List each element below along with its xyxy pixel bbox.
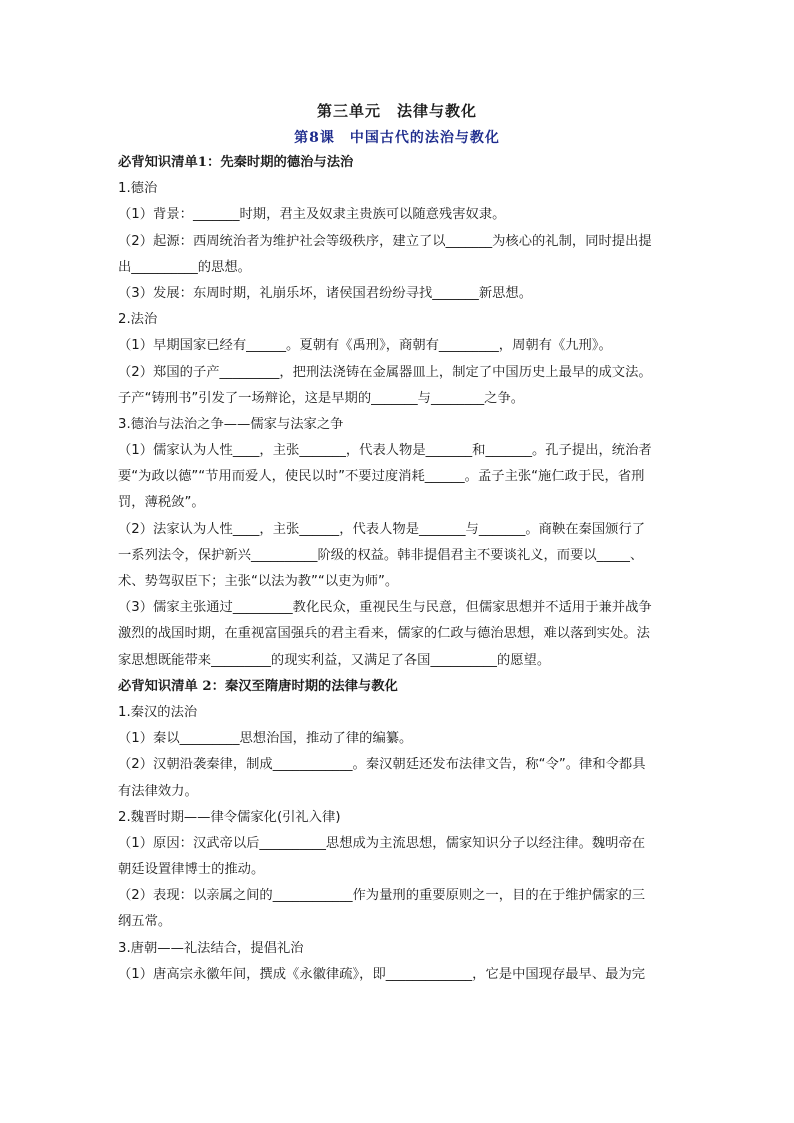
text-line: （2）法家认为人性____，主张______，代表人物是_______与_______。商鞅在秦国颁行了 <box>118 521 646 537</box>
unit-title: 第三单元 法律与教化 <box>316 102 477 120</box>
text-line: 术、势驾驭臣下；主张“以法为教”“以吏为师”。 <box>118 574 399 589</box>
text-line: 出__________的思想。 <box>118 259 251 275</box>
text-line: （2）表现：以亲属之间的____________作为量刑的重要原则之一，目的在于维护儒家的三 <box>118 888 646 904</box>
subsection-title: 3.唐朝——礼法结合，提倡礼治 <box>118 940 304 956</box>
text-line: （1）背景：_______时期，君主及奴隶主贵族可以随意残害奴隶。 <box>118 207 506 223</box>
text-line: （3）儒家主张通过_________教化民众，重视民生与民意，但儒家思想并不适用于兼并战争 <box>118 600 652 616</box>
subsection-title: 2.法治 <box>118 312 158 328</box>
section-heading: 必背知识清单1：先秦时期的德治与法治 <box>118 155 354 170</box>
document-body <box>118 150 684 988</box>
text-line: （2）汉朝沿袭秦律，制成____________。秦汉朝廷还发布法律文告，称“令”。律和令都具 <box>118 757 646 773</box>
section-heading: 必背知识清单 2：秦汉至隋唐时期的法律与教化 <box>118 678 398 694</box>
text-line: 激烈的战国时期，在重视富国强兵的君主看来，儒家的仁政与德治思想，难以落到实处。法 <box>118 626 650 642</box>
text-line: 朝廷设置律博士的推动。 <box>118 862 265 878</box>
text-line: 一系列法令，保护新兴__________阶级的权益。韩非提倡君主不要谈礼义，而要以_____、 <box>118 547 644 563</box>
subsection-title: 2.魏晋时期——律令儒家化(引礼入律) <box>118 809 341 825</box>
text-line: （2）起源：西周统治者为维护社会等级秩序，建立了以_______为核心的礼制，同时提出提 <box>118 233 652 249</box>
text-line: 要“为政以德”“节用而爱人，使民以时”不要过度消耗______。孟子主张“施仁政于民，省刑 <box>118 469 645 485</box>
text-line: （1）唐高宗永徽年间，撰成《永徽律疏》，即_____________，它是中国现存最早、最为完 <box>118 966 646 982</box>
text-line: （1）秦以_________思想治国，推动了律的编纂。 <box>118 731 413 747</box>
subsection-title: 1.德治 <box>118 181 158 197</box>
text-line: 有法律效力。 <box>118 783 198 799</box>
text-line: （1）原因：汉武帝以后__________思想成为主流思想，儒家知识分子以经注律。魏明帝在 <box>118 835 646 851</box>
lesson-title: 第8课 中国古代的法治与教化 <box>294 130 500 146</box>
text-line: 罚，薄税敛”。 <box>118 495 205 511</box>
text-line: 子产“铸刑书”引发了一场辩论，这是早期的_______与________之争。 <box>118 390 525 406</box>
text-line: 家思想既能带来_________的现实利益，又满足了各国__________的愿望。 <box>118 652 551 668</box>
text-line: （3）发展：东周时期，礼崩乐坏，诸侯国君纷纷寻找_______新思想。 <box>118 285 533 301</box>
text-line: （1）儒家认为人性____，主张_______，代表人物是_______和_______。孔子提出，统治者 <box>118 443 652 459</box>
subsection-title: 1.秦汉的法治 <box>118 704 198 720</box>
text-line: （2）郑国的子产_________，把刑法浇铸在金属器皿上，制定了中国历史上最早的成文法。 <box>118 364 652 380</box>
text-line: 纲五常。 <box>118 914 172 930</box>
subsection-title: 3.德治与法治之争——儒家与法家之争 <box>118 416 344 432</box>
text-line: （1）早期国家已经有______。夏朝有《禹刑》，商朝有_________，周朝有《九刑》。 <box>118 338 612 354</box>
